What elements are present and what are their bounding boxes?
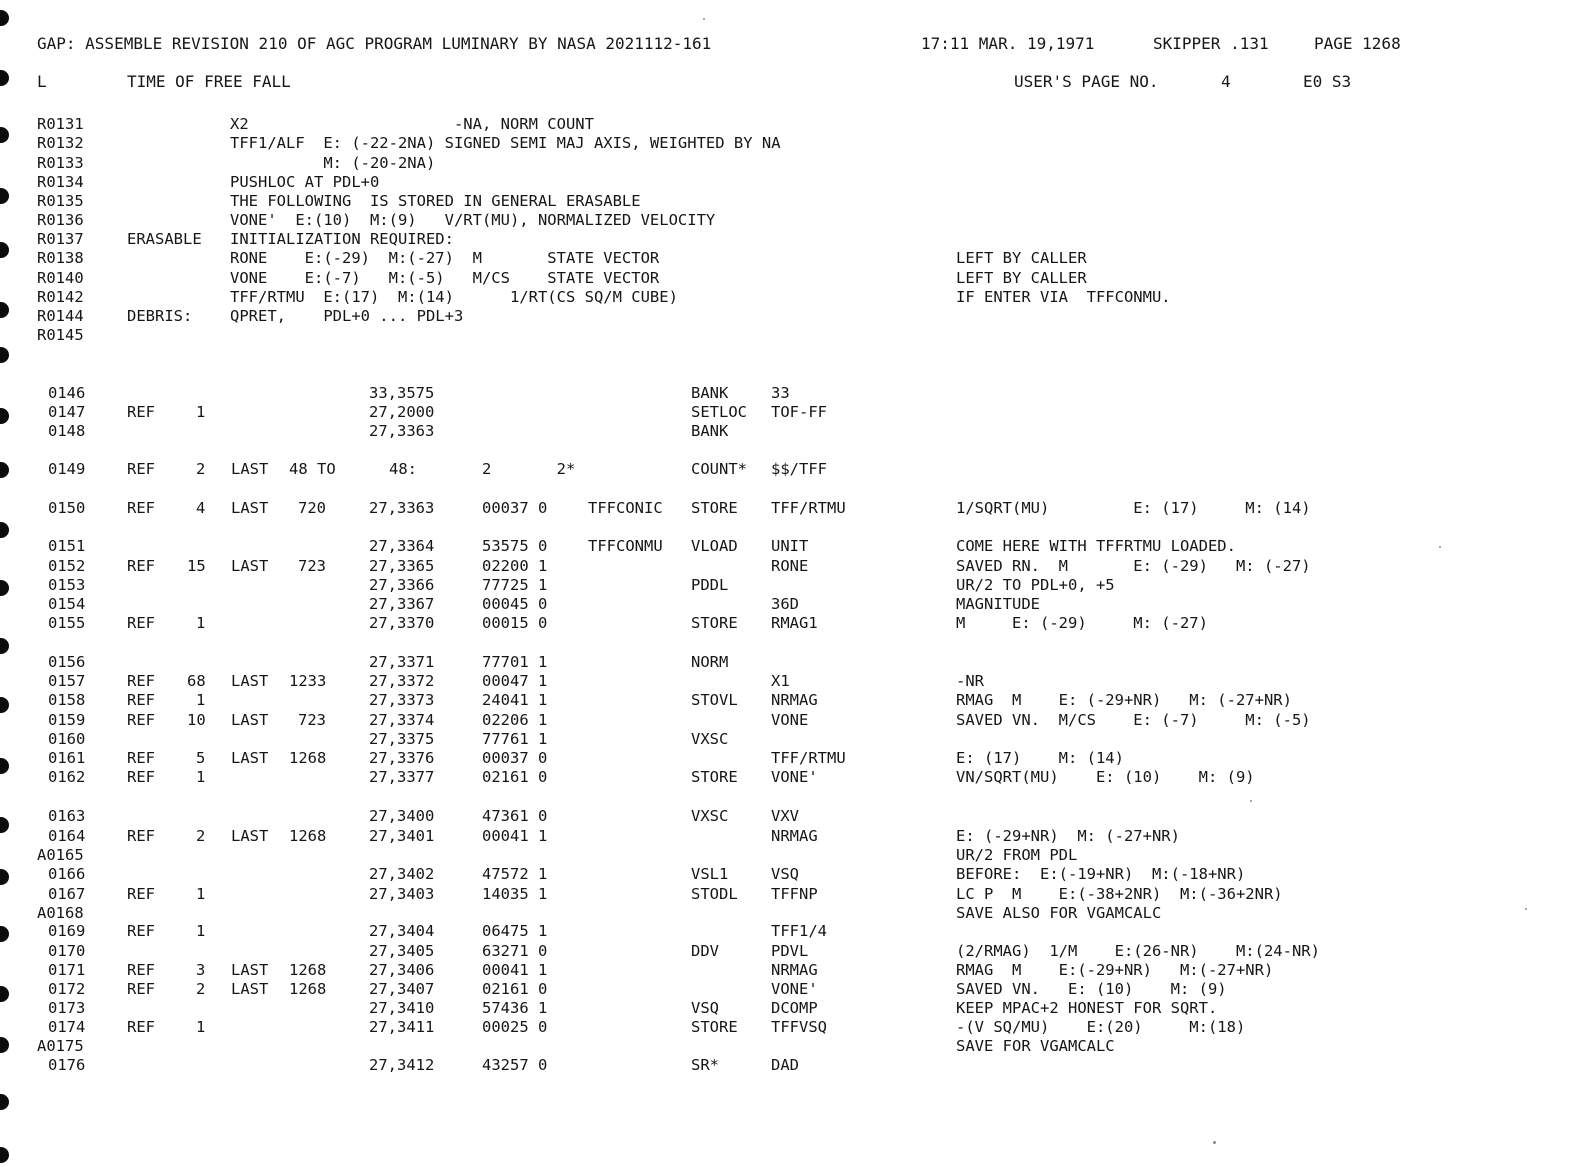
address: 33,3575 (369, 384, 435, 402)
paper-speck (1525, 908, 1527, 910)
line-number: R0131 (37, 115, 84, 133)
line-number: 0153 (48, 576, 86, 594)
line-number: A0168 (37, 904, 84, 922)
opcode: VLOAD (691, 537, 738, 555)
address: 27,3366 (369, 576, 435, 594)
code-line (0, 652, 1582, 672)
last-label: LAST (231, 557, 269, 575)
line-number: 0162 (48, 768, 86, 786)
paper-speck (1250, 800, 1252, 802)
operand: TFF1/4 (771, 922, 827, 940)
line-comment: MAGNITUDE (956, 595, 1040, 613)
comment-note: IF ENTER VIA TFFCONMU. (956, 288, 1171, 306)
operand: DAD (771, 1056, 799, 1074)
line-comment: COME HERE WITH TFFRTMU LOADED. (956, 537, 1236, 555)
last-page: 720 (298, 499, 326, 517)
comment-line (0, 268, 1582, 288)
line-comment: -NR (956, 672, 984, 690)
code-line (0, 826, 1582, 846)
last-label: LAST (231, 827, 269, 845)
memory-word: 00041 1 (482, 827, 548, 845)
comment-text: RONE E:(-29) M:(-27) M STATE VECTOR (230, 249, 660, 267)
line-comment: UR/2 FROM PDL (956, 846, 1078, 864)
ref-label: REF (127, 749, 155, 767)
line-comment: VN/SQRT(MU) E: (10) M: (9) (956, 768, 1255, 786)
address: 27,3365 (369, 557, 435, 575)
code-line (0, 748, 1582, 768)
section-code: E0 S3 (1303, 72, 1352, 91)
line-number: 0156 (48, 653, 86, 671)
code-line (0, 498, 1582, 518)
operand: VSQ (771, 865, 799, 883)
skipper-label: SKIPPER .131 (1153, 34, 1269, 53)
line-number: A0175 (37, 1037, 84, 1055)
operand: NRMAG (771, 691, 818, 709)
ref-count: 15 (187, 557, 206, 575)
line-number: R0137 (37, 230, 84, 248)
line-number: 0151 (48, 537, 86, 555)
memory-word: 77725 1 (482, 576, 548, 594)
last-label: LAST (231, 749, 269, 767)
comment-line (0, 287, 1582, 307)
line-number: 0148 (48, 422, 86, 440)
opcode: STORE (691, 614, 738, 632)
address: 27,3375 (369, 730, 435, 748)
memory-word: 00037 0 (482, 499, 548, 517)
address: 27,3367 (369, 595, 435, 613)
ref-label: REF (127, 403, 155, 421)
address: 27,3370 (369, 614, 435, 632)
last-label: LAST (231, 980, 269, 998)
line-comment: KEEP MPAC+2 HONEST FOR SQRT. (956, 999, 1218, 1017)
ref-count: 1 (196, 885, 206, 903)
comment-note: LEFT BY CALLER (956, 249, 1087, 267)
last-label: LAST (231, 711, 269, 729)
code-line (0, 1055, 1582, 1075)
comment-line (0, 133, 1582, 153)
address: 27,3402 (369, 865, 435, 883)
ref-count: 2 (196, 827, 206, 845)
line-comment: SAVED VN. M/CS E: (-7) M: (-5) (956, 711, 1311, 729)
ref-count: 1 (196, 614, 206, 632)
opcode: BANK (691, 422, 729, 440)
code-line (0, 690, 1582, 710)
ref-count: 4 (196, 499, 206, 517)
operand: X1 (771, 672, 790, 690)
line-number: 0167 (48, 885, 86, 903)
address: 27,3410 (369, 999, 435, 1017)
ref-label: REF (127, 922, 155, 940)
line-number: 0154 (48, 595, 86, 613)
address: 27,3363 (369, 499, 435, 517)
subheader-line (0, 72, 1582, 92)
comment-keyword: DEBRIS: (127, 307, 193, 325)
opcode: NORM (691, 653, 729, 671)
operand: VONE (771, 711, 809, 729)
header-line (0, 34, 1582, 54)
line-number: 0170 (48, 942, 86, 960)
line-number: 0146 (48, 384, 86, 402)
code-line (0, 575, 1582, 595)
line-number: 0158 (48, 691, 86, 709)
opcode: STORE (691, 499, 738, 517)
line-number: 0159 (48, 711, 86, 729)
opcode: STORE (691, 768, 738, 786)
operand: 36D (771, 595, 799, 613)
operand: UNIT (771, 537, 809, 555)
opcode: COUNT* (691, 460, 747, 478)
paper-speck (703, 18, 705, 20)
memory-word: 06475 1 (482, 922, 548, 940)
line-number: 0166 (48, 865, 86, 883)
ref-label: REF (127, 961, 155, 979)
opcode: VXSC (691, 730, 729, 748)
user-page-label: USER'S PAGE NO. (1014, 72, 1159, 91)
memory-word: 47361 0 (482, 807, 548, 825)
opcode: DDV (691, 942, 719, 960)
paper-speck (1213, 1141, 1216, 1144)
ref-count: 5 (196, 749, 206, 767)
listing-timestamp: 17:11 MAR. 19,1971 (921, 34, 1095, 53)
user-page-number: 4 (1221, 72, 1231, 91)
ref-count: 3 (196, 961, 206, 979)
line-comment: SAVE FOR VGAMCALC (956, 1037, 1115, 1055)
line-comment: E: (17) M: (14) (956, 749, 1124, 767)
ref-count: 2 (196, 980, 206, 998)
code-line (0, 613, 1582, 633)
line-comment: LC P M E:(-38+2NR) M:(-36+2NR) (956, 885, 1283, 903)
operand: VXV (771, 807, 799, 825)
line-comment: E: (-29+NR) M: (-27+NR) (956, 827, 1180, 845)
line-number: R0142 (37, 288, 84, 306)
operand: NRMAG (771, 961, 818, 979)
comment-text: TFF1/ALF E: (-22-2NA) SIGNED SEMI MAJ AXIS, WEIGHTED BY NA (230, 134, 781, 152)
ref-label: REF (127, 711, 155, 729)
comment-text: VONE' E:(10) M:(9) V/RT(MU), NORMALIZED VELOCITY (230, 211, 716, 229)
code-line (0, 979, 1582, 999)
operand: VONE' (771, 768, 818, 786)
code-line (0, 556, 1582, 576)
last-page: 48 TO (289, 460, 336, 478)
memory-word: 00041 1 (482, 961, 548, 979)
line-number: 0171 (48, 961, 86, 979)
comment-text: M: (-20-2NA) (230, 154, 436, 172)
ref-count: 1 (196, 1018, 206, 1036)
address: 27,3377 (369, 768, 435, 786)
address: 27,3407 (369, 980, 435, 998)
address: 27,3411 (369, 1018, 435, 1036)
comment-line (0, 153, 1582, 173)
ref-label: REF (127, 672, 155, 690)
address: 27,3374 (369, 711, 435, 729)
code-line (0, 845, 1582, 865)
operand: TFF/RTMU (771, 499, 846, 517)
comment-text: PUSHLOC AT PDL+0 (230, 173, 380, 191)
line-number: 0174 (48, 1018, 86, 1036)
line-comment: BEFORE: E:(-19+NR) M:(-18+NR) (956, 865, 1246, 883)
line-number: 0160 (48, 730, 86, 748)
operand: VONE' (771, 980, 818, 998)
comment-line (0, 248, 1582, 268)
line-number: 0150 (48, 499, 86, 517)
last-page: 1268 (289, 980, 327, 998)
comment-line (0, 229, 1582, 249)
memory-word: 02161 0 (482, 980, 548, 998)
opcode: BANK (691, 384, 729, 402)
opcode: PDDL (691, 576, 729, 594)
binder-hole (0, 347, 9, 363)
ref-count: 1 (196, 922, 206, 940)
address: 27,3400 (369, 807, 435, 825)
last-page: 1268 (289, 827, 327, 845)
last-label: LAST (231, 961, 269, 979)
memory-word: 02206 1 (482, 711, 548, 729)
address: 27,3371 (369, 653, 435, 671)
last-page: 1268 (289, 749, 327, 767)
ref-count: 1 (196, 691, 206, 709)
address: 27,3412 (369, 1056, 435, 1074)
listing-flag: L (37, 72, 47, 91)
address: 27,3372 (369, 672, 435, 690)
ref-label: REF (127, 614, 155, 632)
line-number: R0140 (37, 269, 84, 287)
opcode: STODL (691, 885, 738, 903)
code-line (0, 1017, 1582, 1037)
line-number: 0169 (48, 922, 86, 940)
memory-word: 00037 0 (482, 749, 548, 767)
code-line (0, 941, 1582, 961)
code-line (0, 903, 1582, 923)
line-number: 0149 (48, 460, 86, 478)
line-comment: M E: (-29) M: (-27) (956, 614, 1208, 632)
operand: 33 (771, 384, 790, 402)
operand: TFFVSQ (771, 1018, 827, 1036)
line-number: A0165 (37, 846, 84, 864)
opcode: VXSC (691, 807, 729, 825)
address: 27,3363 (369, 422, 435, 440)
address: 27,3404 (369, 922, 435, 940)
opcode: VSL1 (691, 865, 729, 883)
line-number: 0163 (48, 807, 86, 825)
last-page: 1268 (289, 961, 327, 979)
ref-label: REF (127, 768, 155, 786)
opcode: VSQ (691, 999, 719, 1017)
last-page: 723 (298, 557, 326, 575)
memory-word: 02200 1 (482, 557, 548, 575)
line-number: R0133 (37, 154, 84, 172)
code-line (0, 402, 1582, 422)
line-number: 0147 (48, 403, 86, 421)
code-line (0, 536, 1582, 556)
opcode: STOVL (691, 691, 738, 709)
comment-note: LEFT BY CALLER (956, 269, 1087, 287)
comment-line (0, 114, 1582, 134)
code-line (0, 884, 1582, 904)
ref-label: REF (127, 499, 155, 517)
ref-count: 68 (187, 672, 206, 690)
ref-label: REF (127, 885, 155, 903)
comment-keyword: ERASABLE (127, 230, 202, 248)
memory-word: 2 2* (482, 460, 576, 478)
comment-text: THE FOLLOWING IS STORED IN GENERAL ERASABLE (230, 192, 641, 210)
ref-label: REF (127, 1018, 155, 1036)
opcode: STORE (691, 1018, 738, 1036)
code-line (0, 998, 1582, 1018)
line-comment: SAVE ALSO FOR VGAMCALC (956, 904, 1162, 922)
line-number: R0136 (37, 211, 84, 229)
ref-label: REF (127, 557, 155, 575)
paper-speck (1439, 546, 1441, 548)
line-number: 0155 (48, 614, 86, 632)
code-line (0, 729, 1582, 749)
line-number: R0144 (37, 307, 84, 325)
page-number: PAGE 1268 (1314, 34, 1401, 53)
line-number: 0164 (48, 827, 86, 845)
operand: DCOMP (771, 999, 818, 1017)
ref-count: 10 (187, 711, 206, 729)
last-label: LAST (231, 460, 269, 478)
comment-line (0, 325, 1582, 345)
line-number: R0132 (37, 134, 84, 152)
line-comment: (2/RMAG) 1/M E:(26-NR) M:(24-NR) (956, 942, 1320, 960)
opcode: SR* (691, 1056, 719, 1074)
comment-line (0, 191, 1582, 211)
memory-word: 77701 1 (482, 653, 548, 671)
memory-word: 63271 0 (482, 942, 548, 960)
binder-hole (0, 10, 9, 26)
memory-word: 24041 1 (482, 691, 548, 709)
ref-count: 2 (196, 460, 206, 478)
operand: NRMAG (771, 827, 818, 845)
memory-word: 00015 0 (482, 614, 548, 632)
line-comment: RMAG M E:(-29+NR) M:(-27+NR) (956, 961, 1274, 979)
line-comment: SAVED VN. E: (10) M: (9) (956, 980, 1227, 998)
line-comment: -(V SQ/MU) E:(20) M:(18) (956, 1018, 1246, 1036)
code-line (0, 594, 1582, 614)
address: 27,3373 (369, 691, 435, 709)
code-line (0, 421, 1582, 441)
code-line (0, 459, 1582, 479)
code-line (0, 710, 1582, 730)
operand: TFFNP (771, 885, 818, 903)
comment-line (0, 306, 1582, 326)
last-page: 1233 (289, 672, 327, 690)
memory-word: 00045 0 (482, 595, 548, 613)
code-line (0, 671, 1582, 691)
address: 27,3376 (369, 749, 435, 767)
last-page: 723 (298, 711, 326, 729)
binder-hole (0, 1094, 9, 1110)
address: 27,3403 (369, 885, 435, 903)
last-label: LAST (231, 672, 269, 690)
code-line (0, 767, 1582, 787)
line-comment: UR/2 TO PDL+0, +5 (956, 576, 1115, 594)
address: 27,2000 (369, 403, 435, 421)
address: 27,3405 (369, 942, 435, 960)
line-number: 0172 (48, 980, 86, 998)
last-label: LAST (231, 499, 269, 517)
memory-word: 00047 1 (482, 672, 548, 690)
comment-text: X2 -NA, NORM COUNT (230, 115, 594, 133)
section-title: TIME OF FREE FALL (127, 72, 291, 91)
line-number: R0134 (37, 173, 84, 191)
comment-line (0, 172, 1582, 192)
address: 48: (389, 460, 417, 478)
memory-word: 77761 1 (482, 730, 548, 748)
line-comment: 1/SQRT(MU) E: (17) M: (14) (956, 499, 1311, 517)
line-number: R0135 (37, 192, 84, 210)
ref-count: 1 (196, 403, 206, 421)
operand: $$/TFF (771, 460, 827, 478)
code-line (0, 864, 1582, 884)
comment-text: INITIALIZATION REQUIRED: (230, 230, 454, 248)
line-number: 0161 (48, 749, 86, 767)
operand: TOF-FF (771, 403, 827, 421)
line-number: 0176 (48, 1056, 86, 1074)
ref-label: REF (127, 980, 155, 998)
line-number: 0173 (48, 999, 86, 1017)
memory-word: 02161 0 (482, 768, 548, 786)
comment-text: TFF/RTMU E:(17) M:(14) 1/RT(CS SQ/M CUBE) (230, 288, 678, 306)
memory-word: 00025 0 (482, 1018, 548, 1036)
code-line (0, 960, 1582, 980)
ref-label: REF (127, 691, 155, 709)
ref-label: REF (127, 827, 155, 845)
comment-text: QPRET, PDL+0 ... PDL+3 (230, 307, 464, 325)
code-line (0, 1036, 1582, 1056)
statement-label: TFFCONIC (588, 499, 663, 517)
statement-label: TFFCONMU (588, 537, 663, 555)
operand: PDVL (771, 942, 809, 960)
memory-word: 57436 1 (482, 999, 548, 1017)
code-line (0, 383, 1582, 403)
operand: RONE (771, 557, 809, 575)
line-number: 0157 (48, 672, 86, 690)
address: 27,3364 (369, 537, 435, 555)
line-comment: SAVED RN. M E: (-29) M: (-27) (956, 557, 1311, 575)
memory-word: 53575 0 (482, 537, 548, 555)
memory-word: 43257 0 (482, 1056, 548, 1074)
memory-word: 47572 1 (482, 865, 548, 883)
code-line (0, 806, 1582, 826)
listing-title: GAP: ASSEMBLE REVISION 210 OF AGC PROGRAM LUMINARY BY NASA 2021112-161 (37, 34, 712, 53)
ref-label: REF (127, 460, 155, 478)
line-number: R0145 (37, 326, 84, 344)
opcode: SETLOC (691, 403, 747, 421)
binder-hole (0, 1147, 9, 1163)
comment-text: VONE E:(-7) M:(-5) M/CS STATE VECTOR (230, 269, 660, 287)
memory-word: 14035 1 (482, 885, 548, 903)
operand: RMAG1 (771, 614, 818, 632)
address: 27,3401 (369, 827, 435, 845)
comment-line (0, 210, 1582, 230)
code-line (0, 921, 1582, 941)
line-comment: RMAG M E: (-29+NR) M: (-27+NR) (956, 691, 1292, 709)
ref-count: 1 (196, 768, 206, 786)
address: 27,3406 (369, 961, 435, 979)
line-number: 0152 (48, 557, 86, 575)
line-number: R0138 (37, 249, 84, 267)
operand: TFF/RTMU (771, 749, 846, 767)
